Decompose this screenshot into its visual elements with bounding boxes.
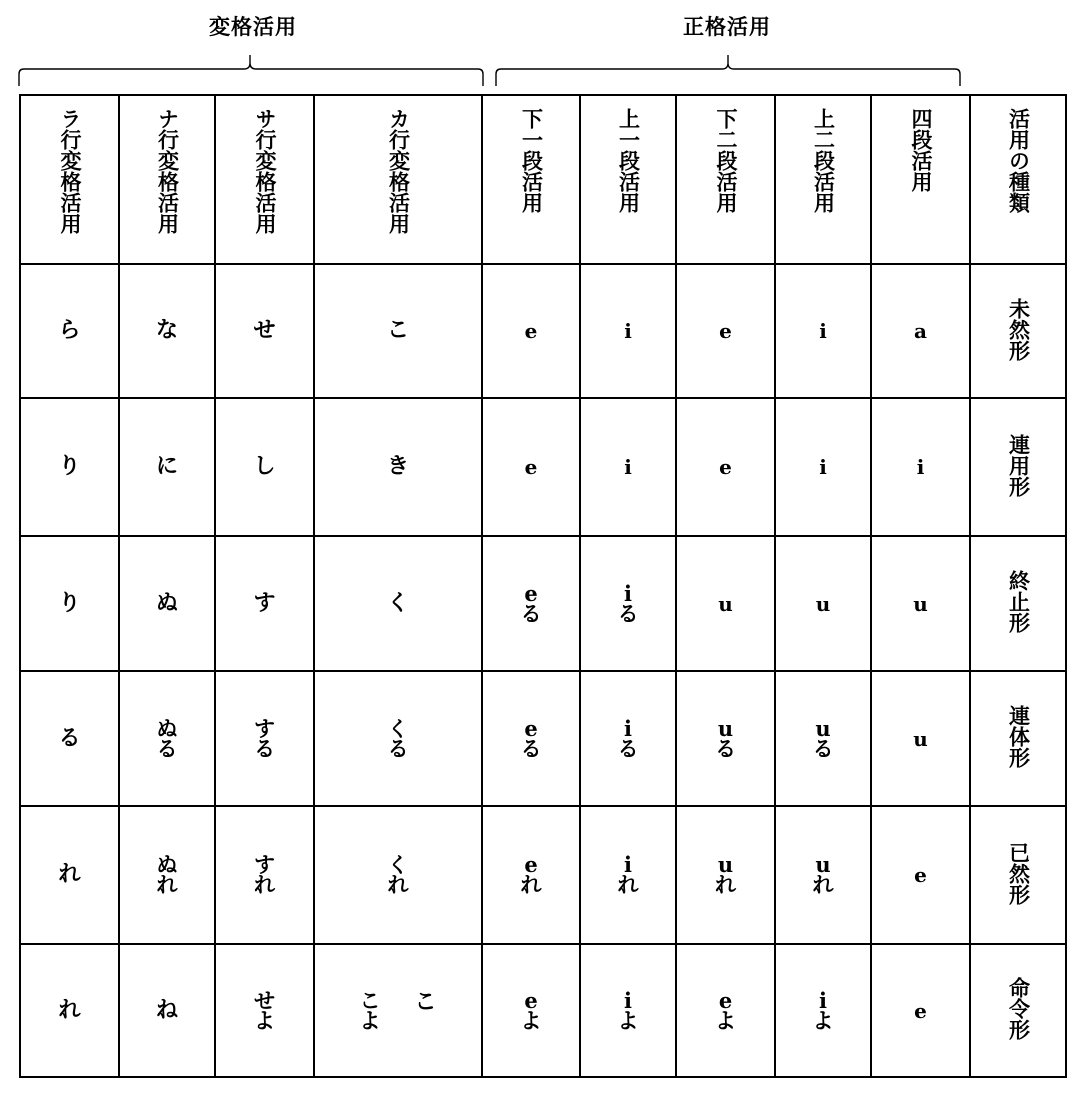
header-label: 下一段活用 bbox=[519, 108, 544, 213]
cell-text: き bbox=[386, 454, 409, 480]
cell-kami-ichidan bbox=[580, 671, 676, 806]
cell-text: な bbox=[155, 318, 178, 344]
cell-text: i bbox=[916, 455, 925, 479]
header-row bbox=[20, 95, 1066, 264]
kana-suffix: よ bbox=[715, 1008, 736, 1033]
header-cell-kami-nidan bbox=[775, 95, 871, 264]
form-label-cell bbox=[970, 264, 1066, 398]
kana-suffix: れ bbox=[812, 873, 834, 897]
cell-na-hen bbox=[119, 536, 215, 671]
stacked-ending bbox=[254, 716, 275, 761]
form-label-cell bbox=[970, 806, 1066, 944]
stacked-ending bbox=[254, 855, 275, 895]
cell-ka-hen bbox=[314, 806, 482, 944]
kana-stem: ぬ bbox=[156, 716, 178, 741]
form-label: 已然形 bbox=[1006, 841, 1031, 905]
cell-shimo-ichidan bbox=[482, 671, 580, 806]
cell-text: す bbox=[253, 590, 276, 616]
cell-text: u bbox=[815, 591, 831, 616]
cell-shimo-ichidan bbox=[482, 806, 580, 944]
vowel: i bbox=[624, 852, 632, 877]
header-cell-katsuyou-type bbox=[970, 95, 1066, 264]
stacked-ending bbox=[157, 855, 178, 895]
vowel: i bbox=[819, 987, 827, 1013]
cell-text: ら bbox=[58, 318, 81, 344]
cell-shimo-ichidan bbox=[482, 398, 580, 536]
cell-ka-hen bbox=[314, 671, 482, 806]
form-label-cell bbox=[970, 944, 1066, 1077]
table-row-shuushikei bbox=[20, 536, 1066, 671]
header-label: 上二段活用 bbox=[811, 108, 836, 213]
cell-kami-nidan bbox=[775, 806, 871, 944]
stacked-ending bbox=[387, 716, 409, 761]
cell-yodan bbox=[871, 671, 970, 806]
cell-text: こ bbox=[386, 318, 409, 344]
group-title-irregular: 変格活用 bbox=[209, 15, 297, 39]
cell-text: に bbox=[155, 454, 178, 480]
cell-text: る bbox=[58, 725, 81, 751]
vowel: i bbox=[624, 987, 632, 1013]
cell-kami-ichidan bbox=[580, 264, 676, 398]
kana-stem: せ bbox=[254, 988, 275, 1013]
cell-kami-ichidan bbox=[580, 398, 676, 536]
cell-ra-hen bbox=[20, 671, 119, 806]
cell-shimo-ichidan bbox=[482, 536, 580, 671]
cell-kami-nidan bbox=[775, 944, 871, 1077]
cell-text: れ bbox=[58, 997, 81, 1023]
kana-suffix: れ bbox=[617, 873, 639, 897]
cell-text: こ bbox=[414, 989, 437, 1015]
stacked-ending bbox=[520, 715, 542, 761]
kana-suffix: れ bbox=[715, 873, 736, 897]
header-cell-sa-hen bbox=[215, 95, 314, 264]
header-label: 活用の種類 bbox=[1006, 108, 1031, 213]
cell-text: u bbox=[913, 726, 928, 751]
cell-yodan bbox=[871, 398, 970, 536]
header-label: サ行変格活用 bbox=[253, 108, 277, 234]
cell-text: e bbox=[719, 319, 732, 343]
cell-ra-hen bbox=[20, 944, 119, 1077]
cell-text: e bbox=[914, 863, 927, 887]
ka-hen-imperative-pair bbox=[359, 988, 437, 1033]
kana-suffix: よ bbox=[617, 1008, 639, 1033]
stacked-ending bbox=[812, 715, 834, 761]
cell-text: u bbox=[718, 591, 733, 616]
kana-suffix: よ bbox=[520, 1008, 542, 1033]
stacked-ending bbox=[715, 852, 736, 897]
header-label: ラ行変格活用 bbox=[58, 108, 82, 234]
table-row-renyoukei bbox=[20, 398, 1066, 536]
vowel: e bbox=[524, 852, 538, 877]
cell-kami-nidan bbox=[775, 671, 871, 806]
cell-na-hen bbox=[119, 264, 215, 398]
header-label: 四段活用 bbox=[909, 108, 933, 192]
group-braces bbox=[0, 0, 1092, 95]
header-cell-shimo-ichidan bbox=[482, 95, 580, 264]
cell-kami-nidan bbox=[775, 536, 871, 671]
stacked-ending bbox=[617, 987, 639, 1033]
stacked-ending bbox=[520, 987, 542, 1033]
vowel: u bbox=[815, 852, 831, 877]
cell-text: i bbox=[819, 455, 827, 479]
vowel: e bbox=[524, 987, 538, 1013]
stacked-ending bbox=[812, 852, 834, 897]
cell-ka-hen bbox=[314, 264, 482, 398]
stacked-ending bbox=[812, 987, 834, 1033]
kana-stem: ぬ bbox=[156, 853, 178, 877]
cell-text: e bbox=[914, 998, 927, 1023]
stacked-ending bbox=[617, 580, 639, 626]
brace-irregular bbox=[19, 55, 483, 86]
cell-sa-hen bbox=[215, 398, 314, 536]
header-cell-na-hen bbox=[119, 95, 215, 264]
cell-text: せ bbox=[253, 318, 276, 344]
form-label-cell bbox=[970, 671, 1066, 806]
cell-text: り bbox=[58, 590, 81, 616]
cell-na-hen bbox=[119, 944, 215, 1077]
cell-ra-hen bbox=[20, 398, 119, 536]
cell-shimo-ichidan bbox=[482, 264, 580, 398]
cell-text: u bbox=[913, 591, 928, 616]
cell-text: e bbox=[524, 319, 538, 343]
vowel: e bbox=[524, 580, 538, 606]
form-label-cell bbox=[970, 536, 1066, 671]
cell-text: i bbox=[624, 319, 632, 343]
cell-sa-hen bbox=[215, 536, 314, 671]
cell-text: i bbox=[624, 455, 632, 479]
header-cell-kami-ichidan bbox=[580, 95, 676, 264]
kana-suffix: れ bbox=[520, 873, 542, 897]
cell-sa-hen bbox=[215, 944, 314, 1077]
cell-na-hen bbox=[119, 806, 215, 944]
vowel: u bbox=[717, 852, 734, 877]
stacked-ending bbox=[520, 852, 542, 897]
header-cell-yodan bbox=[871, 95, 970, 264]
header-label: ナ行変格活用 bbox=[155, 108, 180, 234]
cell-kami-ichidan bbox=[580, 944, 676, 1077]
header-cell-shimo-nidan bbox=[676, 95, 775, 264]
vowel: u bbox=[717, 715, 734, 741]
cell-yodan bbox=[871, 264, 970, 398]
header-cell-ra-hen bbox=[20, 95, 119, 264]
cell-text: e bbox=[719, 455, 732, 479]
cell-ka-hen bbox=[314, 536, 482, 671]
kana-stem: す bbox=[254, 853, 275, 877]
cell-shimo-nidan bbox=[676, 671, 775, 806]
cell-na-hen bbox=[119, 671, 215, 806]
cell-ra-hen bbox=[20, 806, 119, 944]
cell-ka-hen bbox=[314, 398, 482, 536]
kana-suffix: る bbox=[254, 736, 275, 761]
kana-suffix: れ bbox=[254, 873, 275, 897]
table-row-mizenkei bbox=[20, 264, 1066, 398]
cell-kami-ichidan bbox=[580, 536, 676, 671]
cell-text: e bbox=[524, 455, 538, 479]
cell-ka-hen bbox=[314, 944, 482, 1077]
stacked-ending bbox=[254, 988, 275, 1033]
cell-yodan bbox=[871, 806, 970, 944]
kana-suffix: る bbox=[387, 736, 409, 761]
stacked-ending bbox=[617, 852, 639, 897]
stacked-ending bbox=[715, 987, 736, 1033]
conjugation-table bbox=[19, 94, 1067, 1078]
kana-suffix: よ bbox=[812, 1008, 834, 1033]
form-label: 終止形 bbox=[1006, 570, 1031, 633]
table-row-izenkei bbox=[20, 806, 1066, 944]
cell-text: れ bbox=[58, 862, 81, 888]
kana-suffix: れ bbox=[156, 873, 178, 897]
vowel: i bbox=[624, 715, 632, 741]
cell-shimo-ichidan bbox=[482, 944, 580, 1077]
cell-kami-nidan bbox=[775, 264, 871, 398]
form-label: 連用形 bbox=[1006, 433, 1031, 497]
cell-text: り bbox=[58, 454, 81, 480]
cell-shimo-nidan bbox=[676, 944, 775, 1077]
kana-stem: す bbox=[254, 716, 275, 741]
cell-text: i bbox=[819, 319, 827, 343]
stacked-ending bbox=[359, 988, 381, 1033]
cell-sa-hen bbox=[215, 806, 314, 944]
header-label: 下二段活用 bbox=[714, 108, 738, 213]
cell-shimo-nidan bbox=[676, 806, 775, 944]
header-label: カ行変格活用 bbox=[386, 108, 411, 234]
cell-shimo-nidan bbox=[676, 398, 775, 536]
cell-kami-nidan bbox=[775, 398, 871, 536]
cell-kami-ichidan bbox=[580, 806, 676, 944]
cell-yodan bbox=[871, 536, 970, 671]
vowel: i bbox=[624, 580, 632, 606]
cell-text: a bbox=[914, 319, 927, 343]
kana-suffix: る bbox=[617, 601, 639, 626]
cell-ra-hen bbox=[20, 264, 119, 398]
cell-text: く bbox=[386, 590, 409, 616]
header-cell-ka-hen bbox=[314, 95, 482, 264]
stacked-ending bbox=[156, 716, 178, 761]
kana-suffix: る bbox=[156, 736, 178, 761]
header-label: 上一段活用 bbox=[616, 108, 641, 213]
kana-suffix: よ bbox=[359, 1008, 381, 1033]
cell-sa-hen bbox=[215, 264, 314, 398]
stacked-ending bbox=[715, 715, 736, 761]
stacked-ending bbox=[617, 715, 639, 761]
cell-text: し bbox=[253, 454, 276, 480]
stacked-ending bbox=[388, 855, 409, 895]
cell-sa-hen bbox=[215, 671, 314, 806]
form-label-cell bbox=[970, 398, 1066, 536]
cell-shimo-nidan bbox=[676, 264, 775, 398]
table-row-meireikei bbox=[20, 944, 1066, 1077]
kana-suffix: る bbox=[812, 736, 834, 761]
kana-suffix: る bbox=[617, 736, 639, 761]
cell-ra-hen bbox=[20, 536, 119, 671]
kana-suffix: る bbox=[715, 736, 736, 761]
kana-suffix: る bbox=[520, 601, 542, 626]
form-label: 命令形 bbox=[1006, 977, 1031, 1040]
table-row-rentaikei bbox=[20, 671, 1066, 806]
kana-suffix: れ bbox=[387, 873, 409, 897]
vowel: e bbox=[718, 987, 733, 1013]
kana-stem: く bbox=[387, 716, 409, 741]
stacked-ending bbox=[520, 580, 542, 626]
cell-shimo-nidan bbox=[676, 536, 775, 671]
kana-stem: こ bbox=[359, 988, 381, 1013]
group-title-regular: 正格活用 bbox=[683, 15, 771, 39]
cell-text: ぬ bbox=[155, 590, 178, 616]
cell-na-hen bbox=[119, 398, 215, 536]
kana-suffix: る bbox=[520, 736, 542, 761]
kana-stem: く bbox=[387, 853, 409, 877]
form-label: 連体形 bbox=[1006, 705, 1031, 768]
vowel: u bbox=[815, 715, 831, 741]
kana-suffix: よ bbox=[254, 1008, 275, 1033]
vowel: e bbox=[524, 715, 538, 741]
brace-regular bbox=[496, 55, 960, 86]
form-label: 未然形 bbox=[1006, 297, 1031, 361]
cell-text: ね bbox=[155, 997, 178, 1023]
cell-yodan bbox=[871, 944, 970, 1077]
